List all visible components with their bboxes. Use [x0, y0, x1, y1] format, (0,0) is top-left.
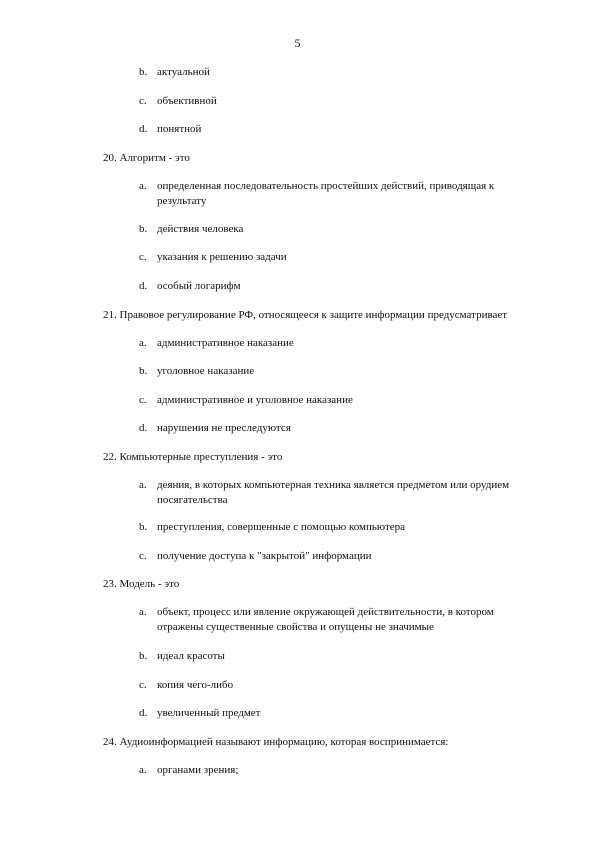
option-text: административное и уголовное наказание [157, 394, 353, 406]
option-text: определенная последовательность простейших действий, приводящая к [157, 180, 495, 192]
option-letter: c. [139, 251, 147, 263]
option-text: административное наказание [157, 337, 294, 349]
option-text: актуальной [157, 66, 210, 78]
option-text: нарушения не преследуются [157, 422, 291, 434]
option-text: преступления, совершенные с помощью компьютера [157, 521, 406, 533]
option-letter: c. [139, 95, 147, 107]
option-letter: a. [139, 180, 147, 192]
option-text: указания к решению задачи [157, 251, 287, 263]
option-text: уголовное наказание [157, 365, 255, 377]
option-letter: a. [139, 606, 147, 618]
question-heading: 24. Аудиоинформацией называют информацию, которая воспринимается: [103, 736, 449, 748]
option-text: объективной [157, 95, 217, 107]
option-letter: c. [139, 550, 147, 562]
option-letter: b. [139, 650, 148, 662]
option-letter: d. [139, 707, 148, 719]
option-letter: d. [139, 123, 148, 135]
option-text: особый логарифм [157, 280, 241, 292]
option-text: получение доступа к "закрытой" информации [157, 550, 372, 562]
option-text: действия человека [157, 223, 244, 235]
option-text-continuation: посягательства [157, 494, 228, 506]
question-heading: 20. Алгоритм - это [103, 152, 190, 164]
option-letter: b. [139, 521, 148, 533]
option-text: копия чего-либо [157, 679, 234, 691]
option-text-continuation: результату [157, 195, 207, 207]
option-text: увеличенный предмет [157, 707, 261, 719]
option-letter: a. [139, 764, 147, 776]
page-number: 5 [294, 36, 301, 50]
option-text: понятной [157, 123, 202, 135]
option-text: идеал красоты [157, 650, 225, 662]
option-text: объект, процесс или явление окружающей действительности, в котором [157, 606, 494, 618]
option-letter: d. [139, 280, 148, 292]
option-letter: b. [139, 223, 148, 235]
option-text: деяния, в которых компьютерная техника является предметом или орудием [157, 479, 510, 491]
option-letter: b. [139, 365, 148, 377]
option-letter: c. [139, 394, 147, 406]
option-text-continuation: отражены существенные свойства и опущены не значимые [157, 621, 434, 633]
question-heading: 21. Правовое регулирование РФ, относящееся к защите информации предусматривает [103, 309, 508, 321]
question-heading: 22. Компьютерные преступления - это [103, 451, 283, 463]
option-letter: a. [139, 479, 147, 491]
question-heading: 23. Модель - это [103, 578, 180, 590]
option-letter: b. [139, 66, 148, 78]
option-letter: c. [139, 679, 147, 691]
option-letter: a. [139, 337, 147, 349]
option-letter: d. [139, 422, 148, 434]
option-text: органами зрения; [157, 764, 239, 776]
